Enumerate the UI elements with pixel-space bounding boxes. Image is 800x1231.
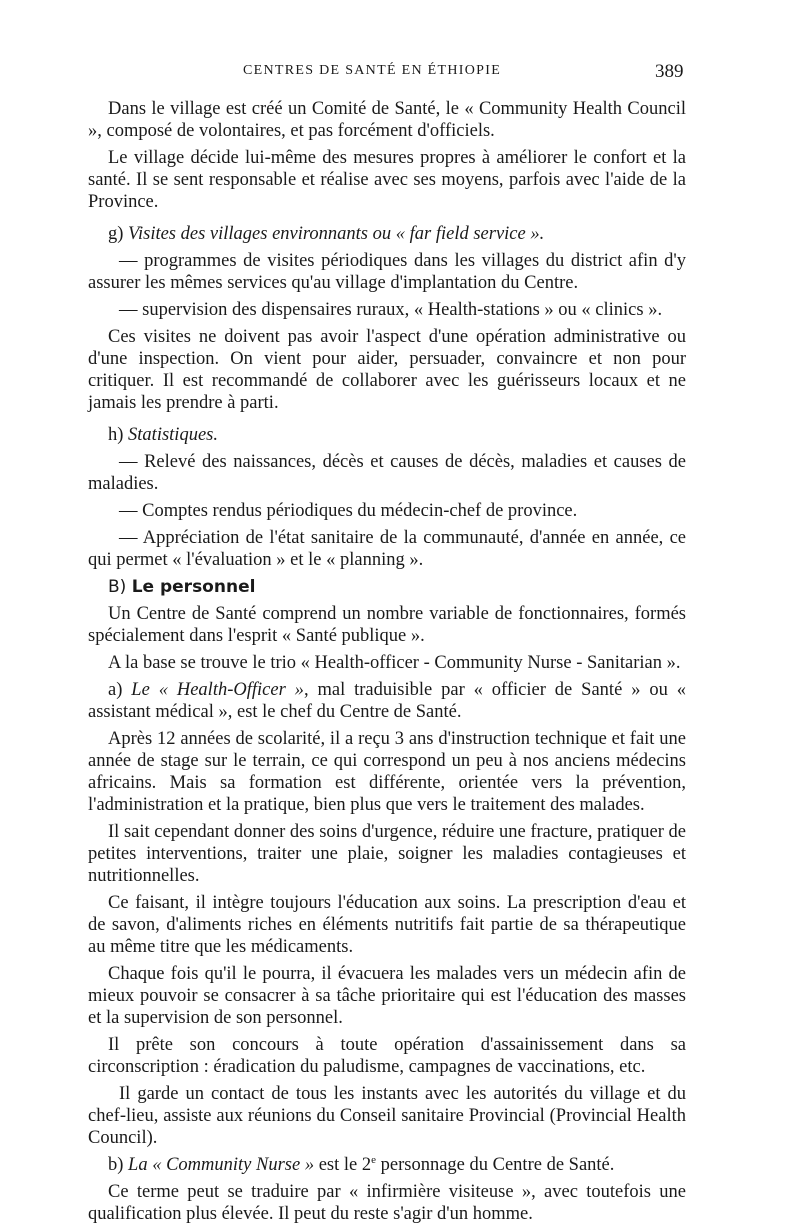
section-b-heading	[88, 576, 686, 598]
paragraph: Ces visites ne doivent pas avoir l'aspect d'une opération administrative ou d'une inspection. On vient pour aider, persuader, convaincre et non pour critiquer. Il est recommandé de collaborer avec les guérisseurs locaux et ne jamais les prendre à parti.	[88, 327, 686, 413]
list-item: — Appréciation de l'état sanitaire de la communauté, d'année en année, ce qui permet « l'évaluation » et le « planning ».	[88, 528, 686, 570]
list-item: — Relevé des naissances, décès et causes de décès, maladies et causes de maladies.	[88, 452, 686, 494]
page-body	[88, 98, 686, 1230]
list-item: — programmes de visites périodiques dans les villages du district afin d'y assurer les mêmes services qu'au village d'implantation du Centre.	[88, 251, 686, 293]
list-item: — Comptes rendus périodiques du médecin-chef de province.	[119, 501, 578, 521]
subsection-marker: b)	[108, 1155, 124, 1175]
page-header	[0, 61, 800, 85]
paragraph: Après 12 années de scolarité, il a reçu 3 ans d'instruction technique et fait une année de stage sur le terrain, ce qui correspond un peu à nos anciens médecins africains. Mais sa formation est différente, orientée vers la prévention, l'administration et la pratique, bien plus que vers le traitement des malades.	[88, 729, 686, 815]
paragraph	[88, 679, 686, 723]
paragraph: Il garde un contact de tous les instants avec les autorités du village et du chef-lieu, assiste aux réunions du Conseil sanitaire Provincial (Provincial Health Council).	[88, 1084, 686, 1148]
paragraph-text: , mal traduisible par « officier de Santé » ou « assistant médical », est le chef du Centre de Santé.	[88, 680, 687, 722]
role-title: Le « Health-Officer »	[131, 680, 304, 700]
page-number: 389	[655, 61, 684, 82]
paragraph	[88, 1154, 686, 1176]
paragraph: A la base se trouve le trio « Health-officer - Community Nurse - Sanitarian ».	[108, 653, 681, 673]
subsection-marker: h)	[108, 425, 124, 445]
paragraph: Dans le village est créé un Comité de Santé, le « Community Health Council », composé de volontaires, et pas forcément d'officiels.	[88, 99, 686, 141]
role-title: La « Community Nurse »	[128, 1155, 315, 1175]
subsection-title: Statistiques.	[128, 425, 218, 445]
subsection-title: Visites des villages environnants ou « far field service ».	[128, 224, 545, 244]
section-title: Le personnel	[131, 577, 256, 597]
paragraph: Il sait cependant donner des soins d'urgence, réduire une fracture, pratiquer de petites interventions, traiter une plaie, soigner les maladies contagieuses et nutritionnelles.	[88, 822, 686, 886]
paragraph: Ce terme peut se traduire par « infirmière visiteuse », avec toutefois une qualification plus élevée. Il peut du reste s'agir d'un homme.	[88, 1182, 686, 1224]
ordinal-superscript: e	[371, 1153, 377, 1166]
subsection-g-heading	[88, 223, 686, 245]
subsection-marker: a)	[108, 680, 123, 700]
paragraph: Il prête son concours à toute opération d'assainissement dans sa circonscription : éradication du paludisme, campagnes de vaccinations, etc.	[88, 1035, 686, 1077]
section-marker: B)	[108, 577, 127, 597]
paragraph: Ce faisant, il intègre toujours l'éducation aux soins. La prescription d'eau et de savon, d'aliments riches en éléments nutritifs fait partie de sa thérapeutique au même titre que les médicaments.	[88, 893, 686, 957]
paragraph: Chaque fois qu'il le pourra, il évacuera les malades vers un médecin afin de mieux pouvoir se consacrer à sa tâche prioritaire qui est l'éducation des masses et la supervision de son personnel.	[88, 964, 686, 1028]
list-item: — supervision des dispensaires ruraux, « Health-stations » ou « clinics ».	[119, 300, 663, 320]
paragraph: Un Centre de Santé comprend un nombre variable de fonctionnaires, formés spécialement dans l'esprit « Santé publique ».	[88, 604, 686, 646]
paragraph-text: est le 2	[314, 1155, 372, 1175]
subsection-h-heading	[88, 424, 686, 446]
running-head: CENTRES DE SANTÉ EN ÉTHIOPIE	[243, 63, 502, 78]
paragraph-text: personnage du Centre de Santé.	[376, 1155, 615, 1175]
paragraph: Le village décide lui-même des mesures propres à améliorer le confort et la santé. Il se sent responsable et réalise avec ses moyens, parfois avec l'aide de la Province.	[88, 148, 686, 212]
subsection-marker: g)	[108, 224, 124, 244]
